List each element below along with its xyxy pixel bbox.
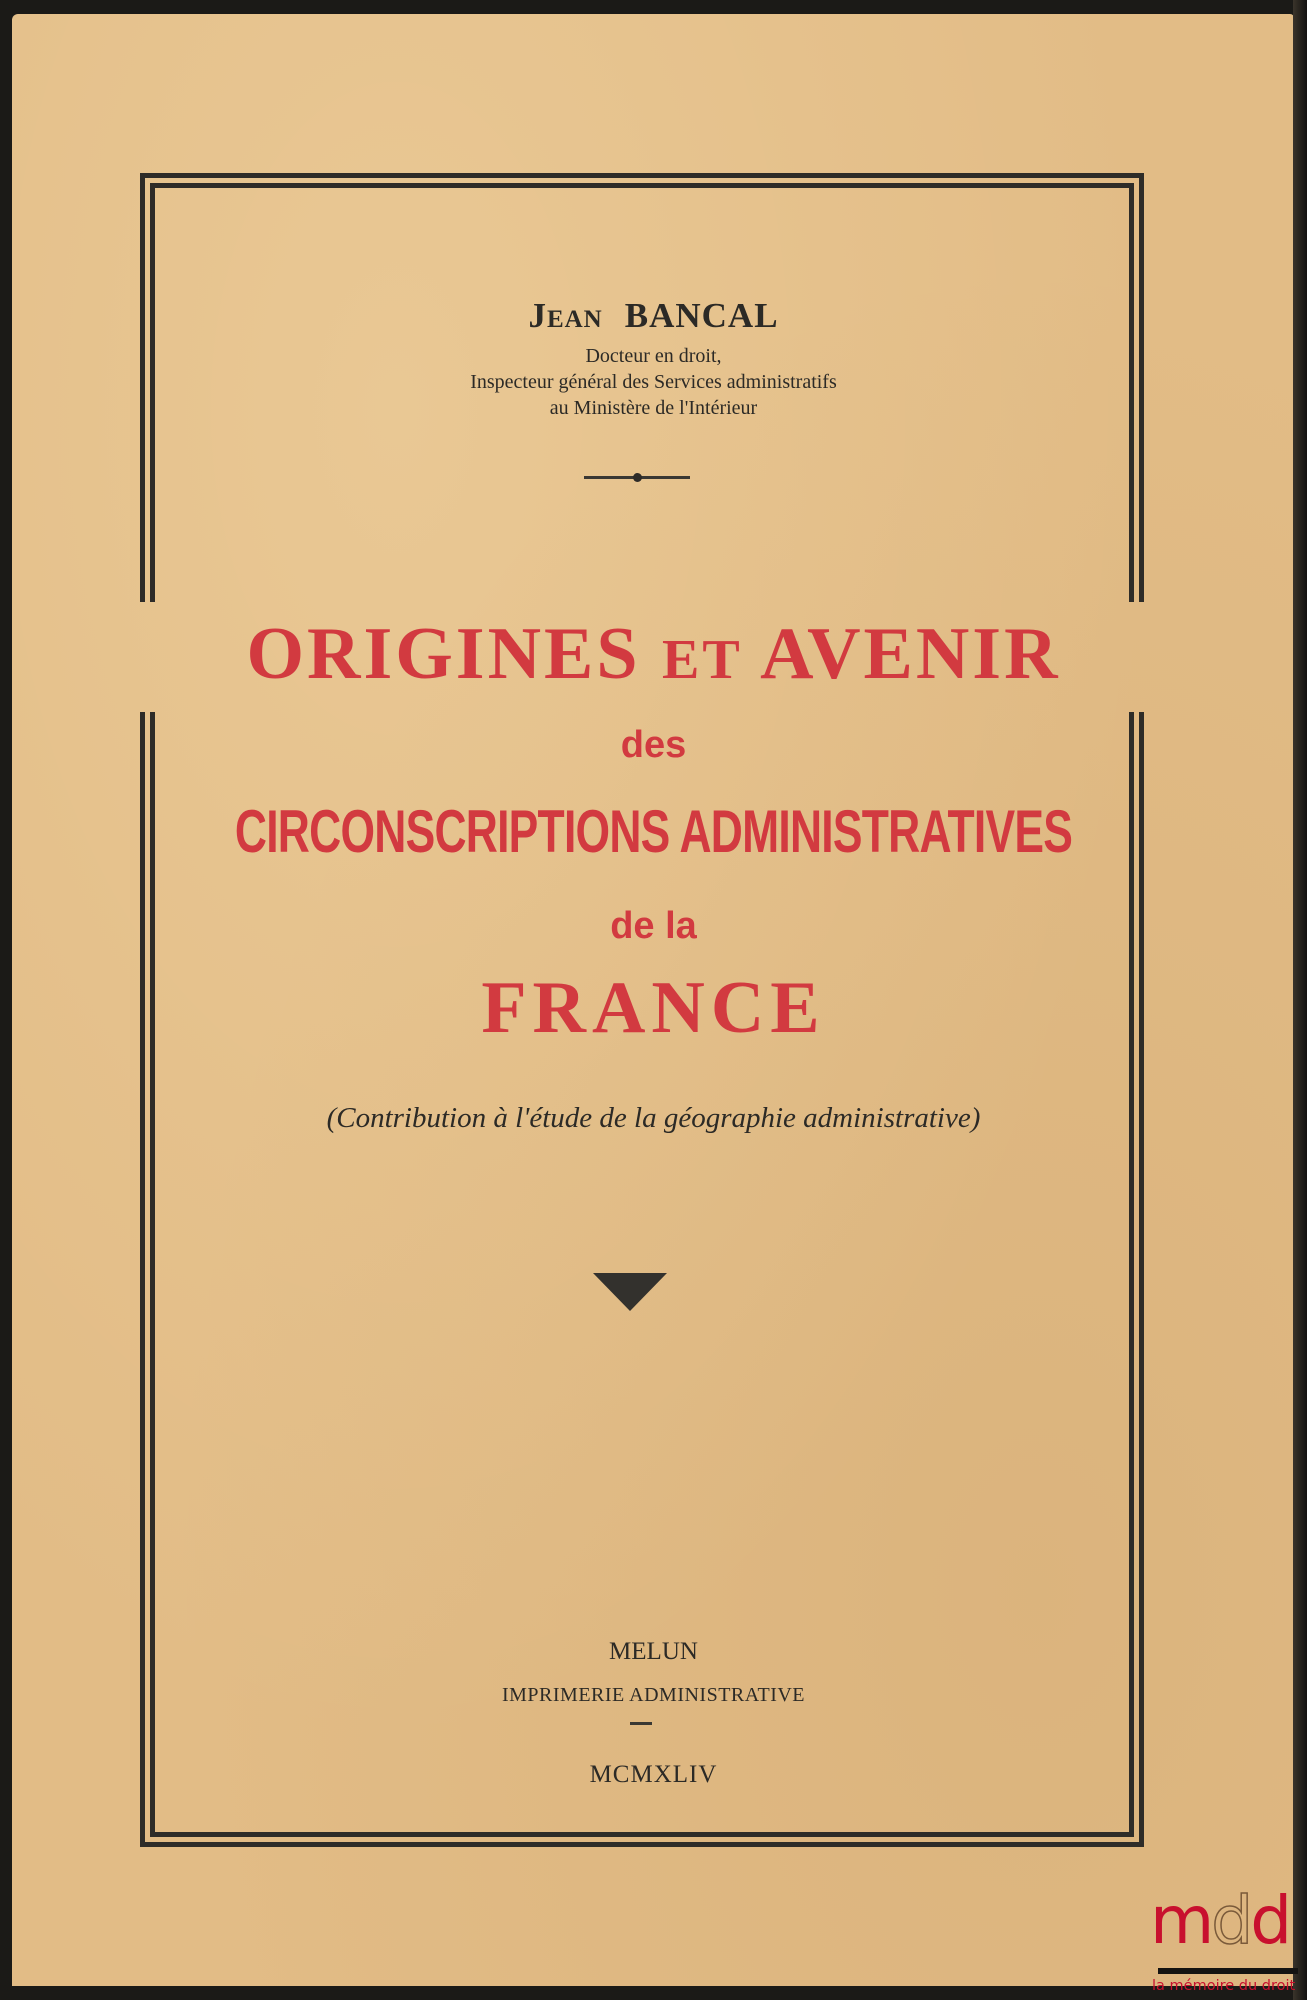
title-line-des: des [620,724,687,766]
mdd-logo-tagline: la mémoire du droit [1152,1978,1296,1994]
subtitle: (Contribution à l'étude de la géographie administrative) [326,1102,981,1134]
author-credential-position: Inspecteur général des Services administratifs [470,371,837,393]
title-line-1 [0,612,1307,697]
publisher-dash-divider [630,1722,652,1725]
mdd-logo-bar [1158,1968,1298,1974]
title-word-origines: ORIGINES [246,613,641,695]
author-first-name: Jean [528,296,603,335]
publisher-name: IMPRIMERIE ADMINISTRATIVE [501,1684,806,1706]
title-line-france: FRANCE [481,967,826,1049]
author-credential-degree: Docteur en droit, [585,345,722,367]
author-credential-ministry: au Ministère de l'Intérieur [549,397,758,419]
author-last-name: BANCAL [624,296,779,335]
publication-year: MCMXLIV [589,1761,718,1788]
title-word-avenir: AVENIR [760,613,1061,695]
mdd-logo-mark: mdd [1150,1882,1290,1959]
title-word-et: ET [662,629,743,691]
title-line-circonscriptions: CIRCONSCRIPTIONS ADMINISTRATIVES [234,798,1073,865]
mdd-logo [1150,1882,1300,1998]
author-name [0,296,1307,336]
publisher-city: MELUN [609,1638,698,1665]
title-line-de-la: de la [610,905,697,947]
triangle-ornament-icon [593,1273,667,1311]
